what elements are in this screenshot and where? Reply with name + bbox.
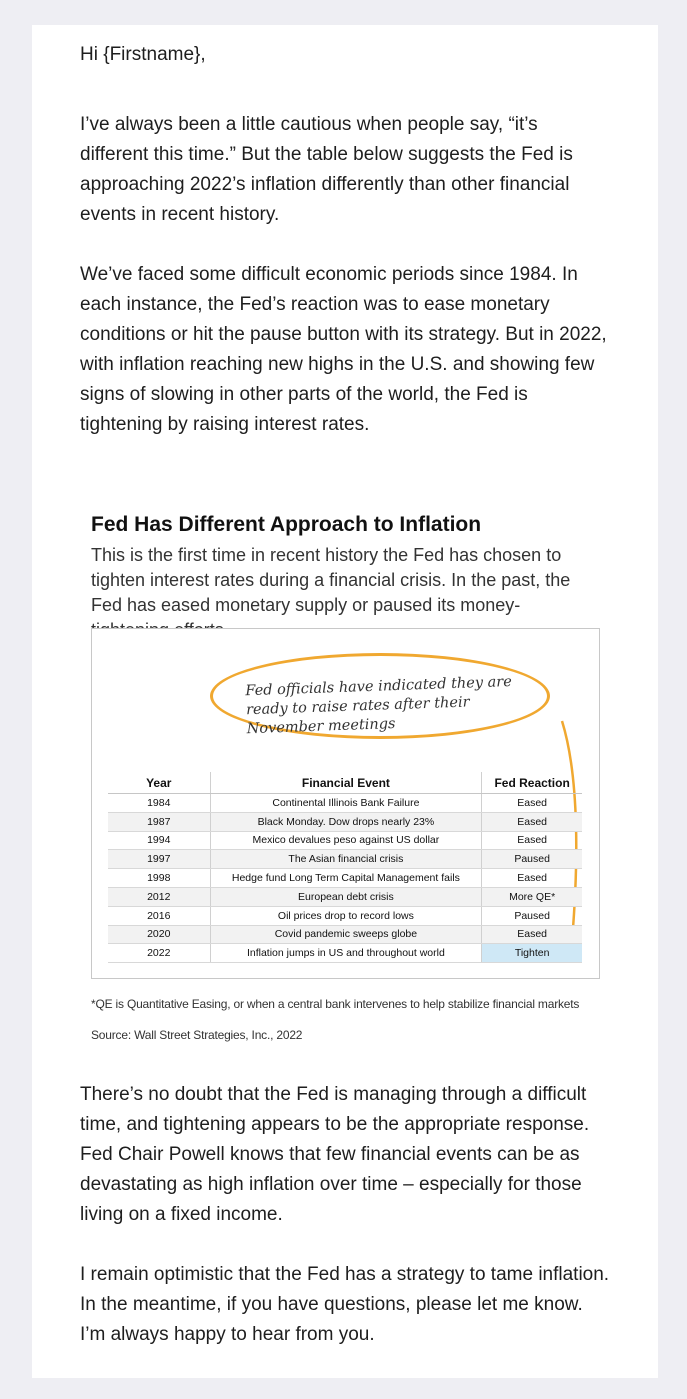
- year-cell: 1994: [108, 831, 210, 850]
- event-cell: Oil prices drop to record lows: [210, 906, 482, 925]
- reaction-cell: Paused: [482, 850, 582, 869]
- event-cell: The Asian financial crisis: [210, 850, 482, 869]
- fed-reaction-figure: [91, 628, 600, 979]
- reaction-cell: Paused: [482, 906, 582, 925]
- year-cell: 2016: [108, 906, 210, 925]
- table-row: [108, 906, 582, 925]
- reaction-cell: Eased: [482, 812, 582, 831]
- table-header-row: [108, 772, 582, 794]
- event-cell: Continental Illinois Bank Failure: [210, 794, 482, 813]
- source-note: Source: Wall Street Strategies, Inc., 2022: [91, 1028, 303, 1042]
- callout-text: Fed officials have indicated they are ready to raise rates after their November meetings: [245, 673, 513, 738]
- column-header: Financial Event: [210, 772, 482, 794]
- column-header: Year: [108, 772, 210, 794]
- fed-reaction-table: [108, 772, 582, 963]
- column-header: Fed Reaction: [482, 772, 582, 794]
- year-cell: 2012: [108, 887, 210, 906]
- table-row: [108, 944, 582, 963]
- table-row: [108, 869, 582, 888]
- year-cell: 2020: [108, 925, 210, 944]
- table-row: [108, 887, 582, 906]
- table-row: [108, 812, 582, 831]
- paragraph-intro: I’ve always been a little cautious when people say, “it’s different this time.” But the table below suggests the Fed is approaching 2022’s inflation differently than other financial events in recent history.: [80, 114, 573, 225]
- reaction-cell: Tighten: [482, 944, 582, 963]
- year-cell: 1984: [108, 794, 210, 813]
- reaction-cell: Eased: [482, 925, 582, 944]
- table-row: [108, 794, 582, 813]
- reaction-cell: Eased: [482, 869, 582, 888]
- table-row: [108, 925, 582, 944]
- footnote: *QE is Quantitative Easing, or when a central bank intervenes to help stabilize financial markets: [91, 997, 580, 1011]
- event-cell: European debt crisis: [210, 887, 482, 906]
- paragraph-closing: I remain optimistic that the Fed has a strategy to tame inflation. In the meantime, if you have questions, please let me know. I’m always happy to hear from you.: [80, 1264, 610, 1345]
- year-cell: 1987: [108, 812, 210, 831]
- table-row: [108, 831, 582, 850]
- figure-title: Fed Has Different Approach to Inflation: [91, 513, 482, 536]
- table-body: [108, 794, 582, 963]
- event-cell: Covid pandemic sweeps globe: [210, 925, 482, 944]
- reaction-cell: Eased: [482, 794, 582, 813]
- greeting: Hi {Firstname},: [80, 44, 206, 65]
- table-row: [108, 850, 582, 869]
- email-card: [32, 25, 658, 1378]
- paragraph-outlook: There’s no doubt that the Fed is managing through a difficult time, and tightening appears to be the appropriate response. Fed Chair Powell knows that few financial events can be as devastating as high inflation over time – especially for those living on a fixed income.: [80, 1084, 590, 1225]
- reaction-cell: More QE*: [482, 887, 582, 906]
- event-cell: Inflation jumps in US and throughout world: [210, 944, 482, 963]
- year-cell: 2022: [108, 944, 210, 963]
- figure-subtitle: This is the first time in recent history the Fed has chosen to tighten interest rates during a financial crisis. In the past, the Fed has eased monetary supply or paused its money-: [91, 545, 571, 615]
- event-cell: Mexico devalues peso against US dollar: [210, 831, 482, 850]
- event-cell: Hedge fund Long Term Capital Management fails: [210, 869, 482, 888]
- year-cell: 1998: [108, 869, 210, 888]
- year-cell: 1997: [108, 850, 210, 869]
- paragraph-history: We’ve faced some difficult economic periods since 1984. In each instance, the Fed’s reaction was to ease monetary conditions or hit the pause button with its strategy. But in 2022, with inflation reaching new highs in the U.S. and showing few signs of slowing in other parts of the world, the Fed is tightening by raising interest rates.: [80, 264, 607, 435]
- reaction-cell: Eased: [482, 831, 582, 850]
- event-cell: Black Monday. Dow drops nearly 23%: [210, 812, 482, 831]
